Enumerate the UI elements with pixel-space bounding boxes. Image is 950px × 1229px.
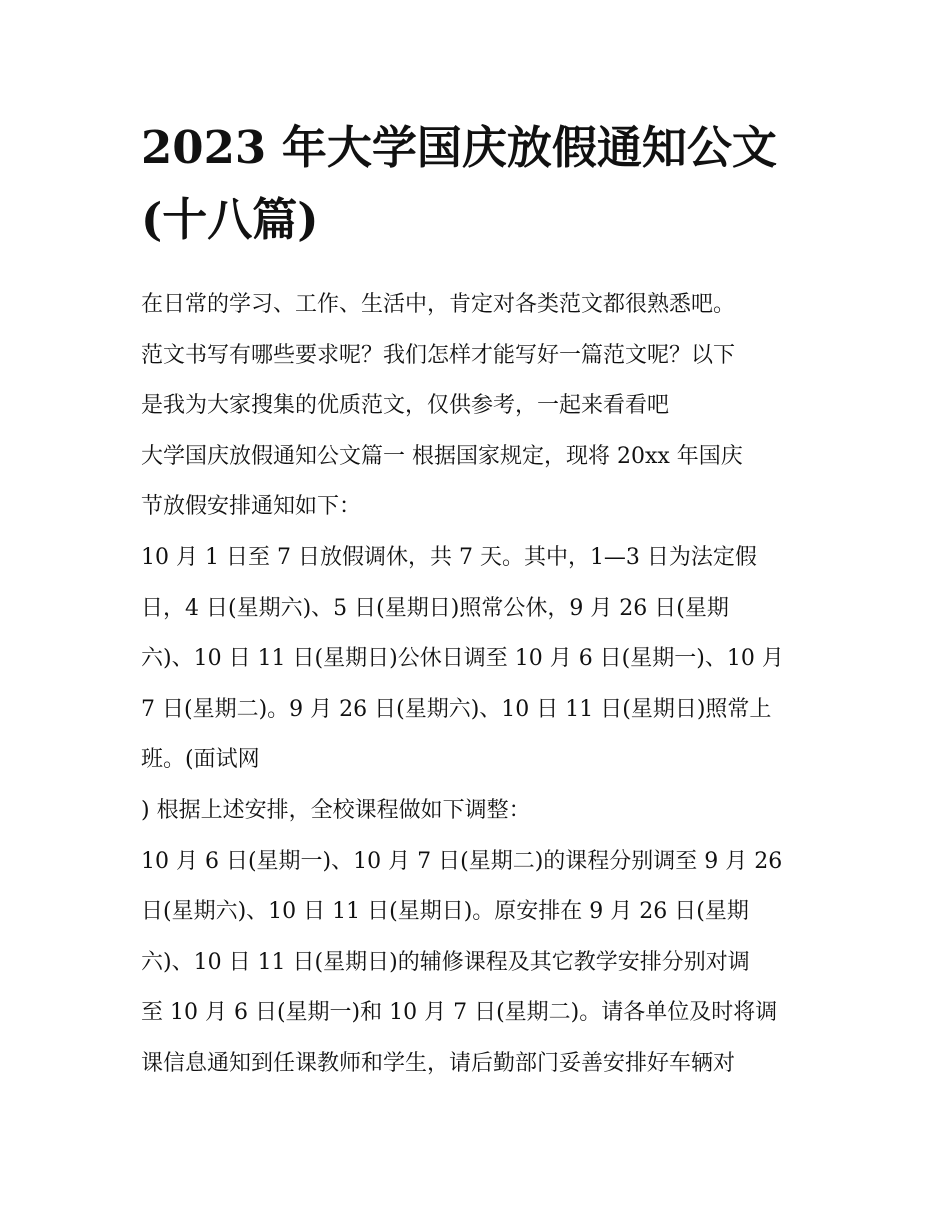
title-line: (十八篇) [141, 193, 319, 246]
body-line: 日(星期六)、10 日 11 日(星期日)。原安排在 9 月 26 日(星期 [141, 899, 749, 925]
body-line: 10 月 6 日(星期一)、10 月 7 日(星期二)的课程分别调至 9 月 26 [141, 848, 783, 874]
body-line: 节放假安排通知如下： [141, 494, 362, 520]
body-line: 10 月 1 日至 7 日放假调休，共 7 天。其中，1—3 日为法定假 [141, 544, 757, 570]
body-line: 7 日(星期二)。9 月 26 日(星期六)、10 日 11 日(星期日)照常上 [141, 696, 772, 722]
title-line: 2023 年大学国庆放假通知公文 [141, 121, 777, 174]
body-line: 课信息通知到任课教师和学生，请后勤部门妥善安排好车辆对 [141, 1050, 736, 1076]
document-body [141, 280, 831, 1090]
body-line: 是我为大家搜集的优质范文，仅供参考，一起来看看吧 [141, 393, 670, 419]
body-line: 范文书写有哪些要求呢？我们怎样才能写好一篇范文呢？以下 [141, 342, 736, 368]
body-line: 在日常的学习、工作、生活中，肯定对各类范文都很熟悉吧。 [141, 292, 736, 317]
body-line: 班。(面试网 [141, 747, 260, 773]
body-line: 至 10 月 6 日(星期一)和 10 月 7 日(星期二)。请各单位及时将调 [141, 1000, 778, 1026]
body-line: 六)、10 日 11 日(星期日)的辅修课程及其它教学安排分别对调 [141, 949, 750, 975]
body-line: 大学国庆放假通知公文篇一 根据国家规定，现将 20xx 年国庆 [141, 443, 743, 469]
body-line: ) 根据上述安排，全校课程做如下调整： [141, 797, 531, 823]
body-line: 六)、10 日 11 日(星期日)公休日调至 10 月 6 日(星期一)、10 月 [141, 646, 784, 672]
document-title [141, 112, 821, 256]
body-line: 日，4 日(星期六)、5 日(星期日)照常公休，9 月 26 日(星期 [141, 595, 729, 621]
